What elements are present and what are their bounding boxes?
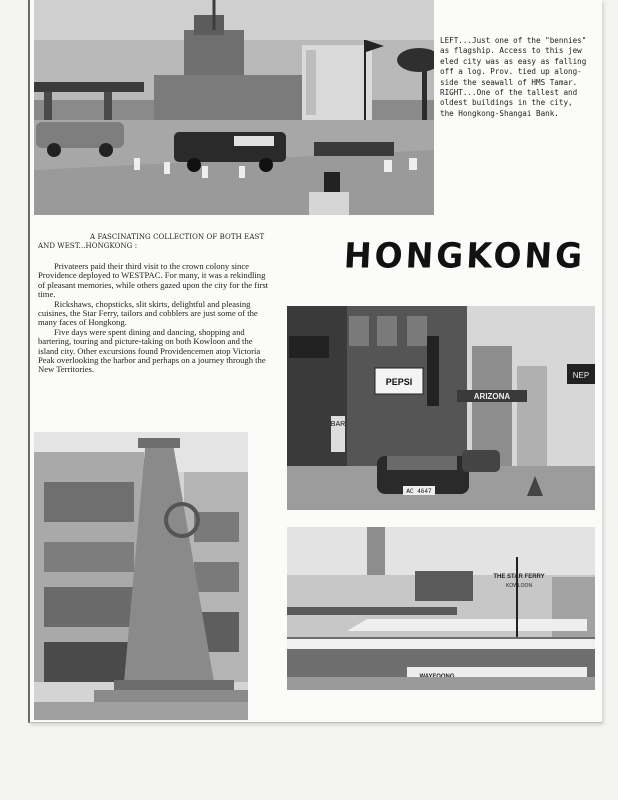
photo-star-ferry [287,527,595,690]
bar-sign: BAR [330,421,346,428]
photo-cenotaph [34,432,248,720]
paragraph-1: Privateers paid their third visit to the crown colony since Providence deployed to WESTPAC. For many, it was a rekindling of pleasant memories, while others gazed upon the city for the first time. [38,261,269,300]
kowloon-sign: KOWLOON [505,583,533,589]
intro-heading [38,233,290,251]
star-ferry-sign: THE STAR FERRY [493,574,545,580]
photo-ship-at-pier [34,0,434,215]
paragraph-2: Rickshaws, chopsticks, slit skirts, delightful and pleasing cuisines, the Star Ferry, tailors and cobblers are just some of the many faces of Hongkong. [38,298,258,328]
intro-heading-line1: A FASCINATING COLLECTION OF BOTH EAST [90,233,265,241]
arizona-sign: ARIZONA [473,392,511,401]
nep-sign: NEP [572,371,590,380]
page-title: HONGKONG [342,235,587,276]
intro-heading-line2: AND WEST...HONGKONG : [38,242,138,250]
license-plate: AC 4647 [406,488,432,495]
paragraph-3: Five days were spent dining and dancing, shopping and bartering, touring and picture-taking on both Kowloon and the island city. Other excursions found Providencemen atop Victoria Peak overlooking the harbor and perhaps on a journey through the New Territories. [38,326,266,375]
photo-street-scene [287,306,595,510]
article-body [38,262,270,375]
pepsi-sign: PEPSI [385,377,413,387]
photo-caption: LEFT...Just one of the "bennies" as flagship. Access to this jew eled city was as easy as falling off a log. Prov. tied up along- side the seawall of HMS Tamar. RIGHT...One of the tallest and oldest buildings in the city, the Hongkong-Shangai Bank. [440,36,587,118]
